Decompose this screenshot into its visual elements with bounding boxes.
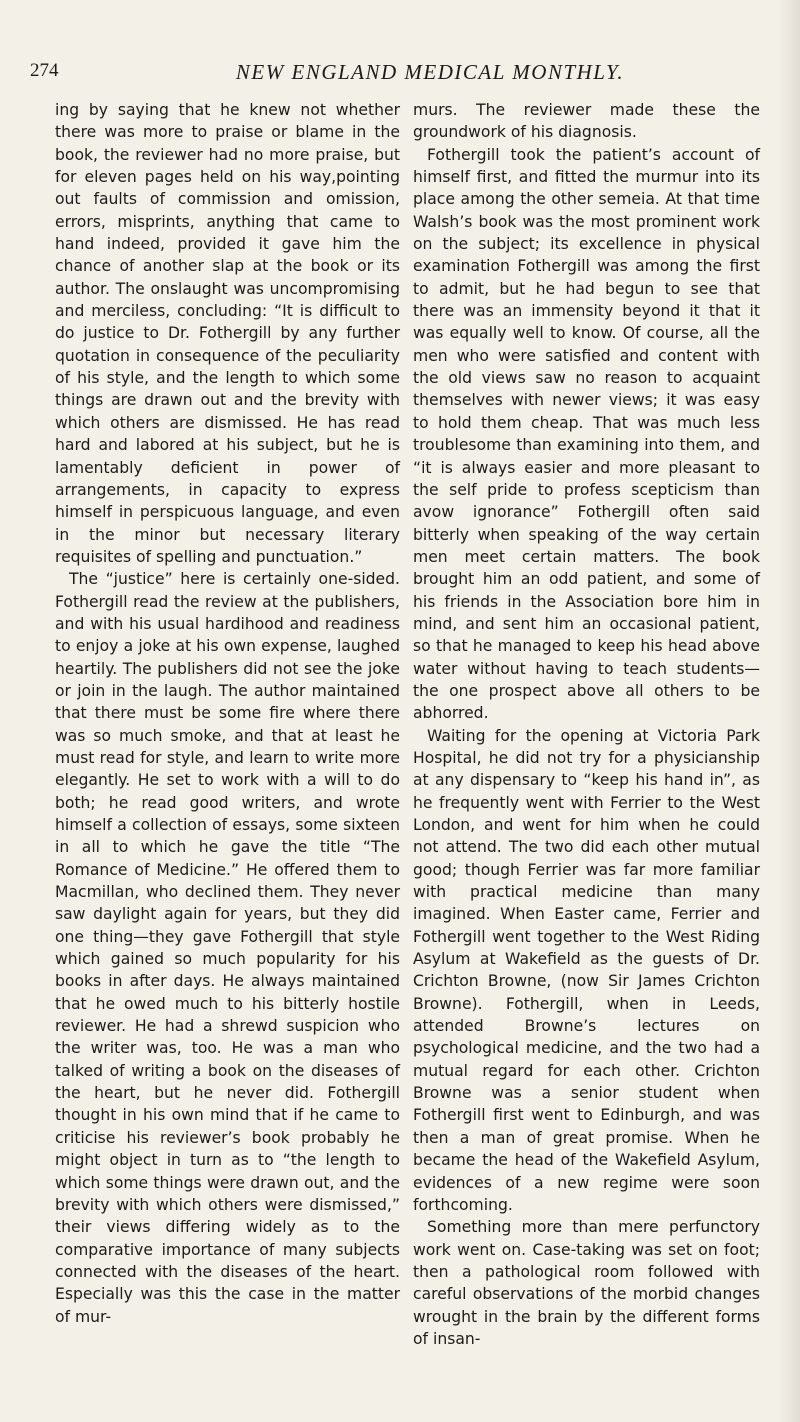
page-edge-shadow (778, 0, 800, 1422)
paragraph: Fothergill took the patient’s account of himself first, and fitted the murmur into its place among the other semeia. At that time Walsh’s book was the most prominent work on the subject; its excellence in physical examination Fothergill was among the first to admit, but he had begun to see that there was an immensity beyond it that it was equally well to know. Of course, all the men who were satisfied and content with the old views saw no reason to acquaint themselves with newer views; it was easy to hold them cheap. That was much less troublesome than examining into them, and “it is always easier and more pleasant to the self pride to profess scepticism than avow ignorance” Fothergill often said bitterly when speaking of the way certain men meet certain matters. The book brought him an odd patient, and some of his friends in the Association bore him in mind, and sent him an occasional patient, so that he managed to keep his head above water without having to teach students—the one prospect above all others to be abhorred. (413, 145, 760, 723)
page-number: 274 (30, 60, 59, 81)
paragraph: ing by saying that he knew not whether there was more to praise or blame in the book, the reviewer had no more praise, but for eleven pages held on his way,pointing out faults of commission and omission, errors, misprints, anything that came to hand indeed, provided it gave him the chance of another slap at the book or its author. The onslaught was uncompromising and merciless, concluding: “It is difficult to do justice to Dr. Fothergill by any further quotation in consequence of the peculiarity of his style, and the length to which some things are drawn out and the brevity with which others are dismissed. He has read hard and labored at his subject, but he is lamentably deficient in power of arrangements, in capacity to express himself in perspicuous language, and even in the minor but necessary literary requisites of spelling and punctuation.” (55, 101, 400, 566)
paragraph: murs. The reviewer made these the groundwork of his diagnosis. (413, 101, 760, 142)
page-header (30, 60, 770, 88)
paragraph: Something more than mere perfunctory work went on. Case-taking was set on foot; then a pathological room followed with careful observations of the morbid changes wrought in the brain by the different forms of insan- (413, 1218, 760, 1348)
left-column (55, 99, 400, 1328)
running-head: NEW ENGLAND MEDICAL MONTHLY. (235, 60, 625, 84)
paragraph: Waiting for the opening at Victoria Park Hospital, he did not try for a physicianship at any dispensary to “keep his hand in”, as he frequently went with Ferrier to the West London, and went for him when he could not attend. The two did each other mutual good; though Ferrier was far more familiar with practical medicine than many imagined. When Easter came, Ferrier and Fothergill went together to the West Riding Asylum at Wakefield as the guests of Dr. Crichton Browne, (now Sir James Crichton Browne). Fothergill, when in Leeds, attended Browne’s lectures on psychological medicine, and the two had a mutual regard for each other. Crichton Browne was a senior student when Fothergill first went to Edinburgh, and was then a man of great promise. When he became the head of the Wakefield Asylum, evidences of a new regime were soon forthcoming. (413, 726, 760, 1214)
paragraph: The “justice” here is certainly one-sided. Fothergill read the review at the publishers, and with his usual hardihood and readiness to enjoy a joke at his own expense, laughed heartily. The publishers did not see the joke or join in the laugh. The author maintained that there must be some fire where there was so much smoke, and that at least he must read for style, and learn to write more elegantly. He set to work with a will to do both; he read good writers, and wrote himself a collection of essays, some sixteen in all to which he gave the title “The Romance of Medicine.” He offered them to Macmillan, who declined them. They never saw daylight again for years, but they did one thing—they gave Fothergill that style which gained so much popularity for his books in after days. He always maintained that he owed much to his bitterly hostile reviewer. He had a shrewd suspicion who the writer was, too. He was a man who talked of writing a book on the diseases of the heart, but he never did. Fothergill thought in his own mind that if he came to criticise his reviewer’s book probably he might object in turn as to “the length to which some things were drawn out, and the brevity with which others were dismissed,” their views differing widely as to the comparative importance of many subjects connected with the diseases of the heart. Especially was this the case in the matter of mur- (55, 570, 400, 1326)
right-column (413, 99, 760, 1350)
